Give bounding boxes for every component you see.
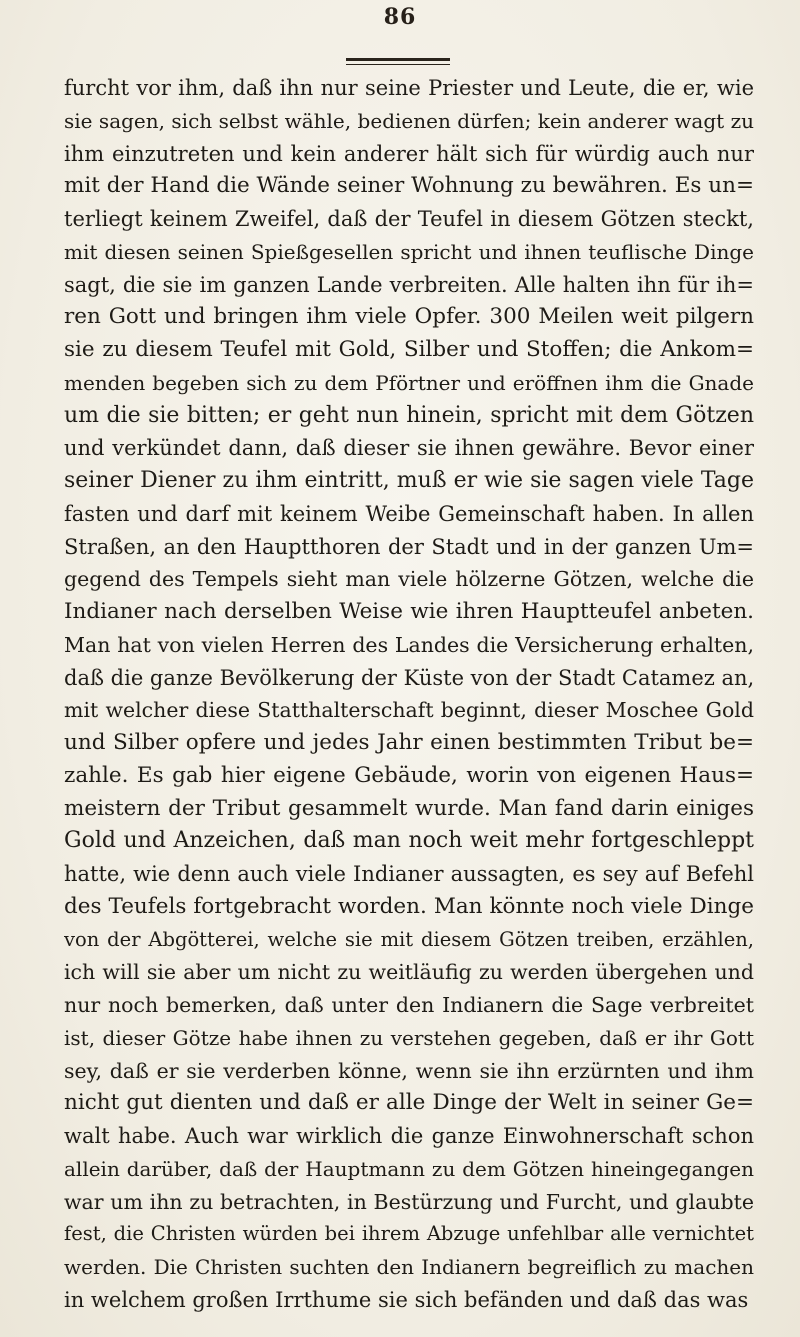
header-rule — [346, 58, 450, 61]
text-line: sey, daß er sie verderben könne, wenn sie ihn erzürnten und ihm — [64, 1058, 754, 1083]
text-line: menden begeben sich zu dem Pförtner und eröffnen ihm die Gnade — [64, 370, 754, 395]
text-line: meistern der Tribut gesammelt wurde. Man fand darin einiges — [64, 795, 754, 821]
text-line: Indianer nach derselben Weise wie ihren Hauptteufel anbeten. — [64, 599, 754, 624]
text-line: nur noch bemerken, daß unter den Indianern die Sage verbreitet — [64, 993, 754, 1017]
text-line: ren Gott und bringen ihm viele Opfer. 300 Meilen weit pilgern — [64, 304, 754, 330]
text-line: nicht gut dienten und daß er alle Dinge der Welt in seiner Ge= — [64, 1090, 754, 1116]
text-line: hatte, wie denn auch viele Indianer aussagten, es sey auf Befehl — [64, 862, 754, 886]
text-line: werden. Die Christen suchten den Indianern begreiflich zu machen — [64, 1255, 754, 1279]
text-line: sie sagen, sich selbst wähle, bedienen dürfen; kein anderer wagt zu — [64, 108, 754, 133]
text-line: mit diesen seinen Spießgesellen spricht und ihnen teuflische Dinge — [64, 239, 754, 264]
text-line: des Teufels fortgebracht worden. Man könnte noch viele Dinge — [64, 893, 754, 919]
text-line: fest, die Christen würden bei ihrem Abzuge unfehlbar alle vernichtet — [64, 1222, 754, 1246]
text-line: Straßen, an den Hauptthoren der Stadt und in der ganzen Um= — [64, 534, 754, 559]
text-line: von der Abgötterei, welche sie mit diesem Götzen treiben, erzählen, — [64, 927, 754, 951]
text-line: war um ihn zu betrachten, in Bestürzung und Furcht, und glaubte — [64, 1189, 754, 1214]
text-line: gegend des Tempels sieht man viele hölzerne Götzen, welche die — [64, 567, 754, 592]
text-line: Gold und Anzeichen, daß man noch weit mehr fortgeschleppt — [64, 828, 754, 854]
text-line: mit welcher diese Statthalterschaft beginnt, dieser Moschee Gold — [64, 698, 754, 723]
page-number: 86 — [383, 4, 417, 30]
header-rule-thin — [346, 64, 450, 65]
text-line: ihm einzutreten und kein anderer hält sich für würdig auch nur — [64, 141, 754, 166]
text-line: mit der Hand die Wände seiner Wohnung zu bewähren. Es un= — [64, 173, 754, 199]
text-line: ist, dieser Götze habe ihnen zu verstehen gegeben, daß er ihr Gott — [64, 1025, 754, 1050]
text-line: walt habe. Auch war wirklich die ganze Einwohnerschaft schon — [64, 1124, 754, 1148]
text-line: sagt, die sie im ganzen Lande verbreiten. Alle halten ihn für ih= — [64, 272, 754, 297]
text-line: allein darüber, daß der Hauptmann zu dem Götzen hineingegangen — [64, 1156, 754, 1181]
text-line: furcht vor ihm, daß ihn nur seine Priester und Leute, die er, wie — [64, 76, 754, 100]
text-line: zahle. Es gab hier eigene Gebäude, worin von eigenen Haus= — [64, 762, 754, 788]
text-line: in welchem großen Irrthume sie sich befänden und daß das was — [64, 1287, 749, 1312]
text-line: ich will sie aber um nicht zu weitläufig zu werden übergehen und — [64, 960, 754, 985]
text-line: und verkündet dann, daß dieser sie ihnen gewähre. Bevor einer — [64, 436, 754, 461]
text-line: terliegt keinem Zweifel, daß der Teufel in diesem Götzen steckt, — [64, 207, 754, 231]
text-line: daß die ganze Bevölkerung der Küste von der Stadt Catamez an, — [64, 665, 754, 690]
text-line: sie zu diesem Teufel mit Gold, Silber und Stoffen; die Ankom= — [64, 337, 754, 362]
body-text — [64, 72, 754, 1317]
text-line: fasten und darf mit keinem Weibe Gemeinschaft haben. In allen — [64, 501, 754, 526]
text-line: um die sie bitten; er geht nun hinein, spricht mit dem Götzen — [64, 402, 754, 428]
text-line: und Silber opfere und jedes Jahr einen bestimmten Tribut be= — [64, 730, 754, 755]
text-line: seiner Diener zu ihm eintritt, muß er wie sie sagen viele Tage — [64, 468, 754, 493]
text-line: Man hat von vielen Herren des Landes die Versicherung erhalten, — [64, 632, 754, 657]
